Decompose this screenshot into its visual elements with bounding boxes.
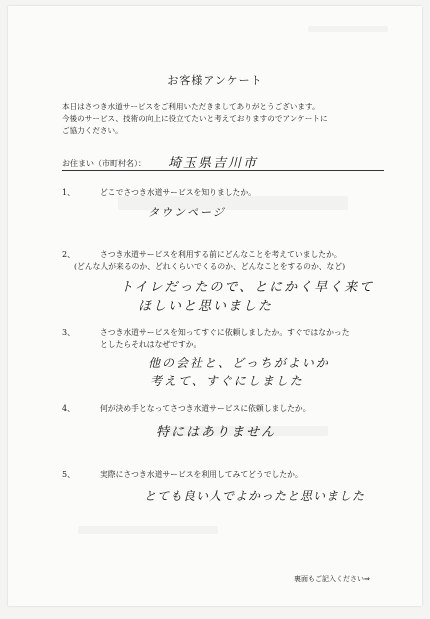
question-5-text: 実際にさつき水道サービスを利用してみてどうでしたか。	[100, 470, 303, 479]
question-1-number: 1、	[62, 188, 76, 197]
question-4-number: 4、	[62, 404, 76, 413]
question-3-text-line-1: さつき水道サービスを知ってすぐに依頼しましたか。すぐではなかった	[100, 328, 350, 337]
question-3-number: 3、	[62, 328, 76, 337]
question-1-text: どこでさつき水道サービスを知りましたか。	[100, 188, 256, 197]
question-2-number: 2、	[62, 250, 76, 259]
question-2-answer-line-2: ほしいと思いました	[138, 299, 274, 314]
question-5-answer: とても良い人でよかったと思いました	[144, 489, 366, 503]
page-title: お客様アンケート	[167, 74, 263, 87]
question-3-answer-line-1: 他の会社と、どっちがよいか	[148, 356, 330, 370]
question-3-text-line-2: としたらそれはなぜですか。	[100, 340, 202, 349]
intro-line-2: 今後のサービス、技術の向上に役立てたいと考えておりますのでアンケートに	[62, 114, 328, 123]
address-underline	[62, 170, 384, 171]
question-1-answer: タウンページ	[148, 206, 226, 219]
intro-line-1: 本日はさつき水道サービスをご利用いただきましてありがとうございます。	[62, 102, 320, 111]
question-4-answer: 特にはありません	[156, 425, 277, 440]
survey-sheet	[8, 6, 422, 606]
address-answer: 埼玉県吉川市	[168, 156, 259, 171]
question-2-text-line-1: さつき水道サービスを利用する前にどんなことを考えていましたか。	[100, 250, 342, 259]
address-label: お住まい（市町村名）：	[62, 159, 146, 168]
footer-note: 裏面もご記入ください⇒	[294, 575, 370, 583]
question-2-text-line-2: (どんな人が来るのか、どれくらいでくるのか、どんなことをするのか、など)	[74, 262, 346, 271]
question-3-answer-line-2: 考えて、すぐにしました	[150, 374, 304, 388]
question-2-answer-line-1: トイレだったので、とにかく早く来て	[120, 280, 375, 295]
intro-line-3: ご協力ください。	[62, 126, 123, 135]
question-4-text: 何が決め手となってさつき水道サービスに依頼しましたか。	[100, 404, 311, 413]
question-5-number: 5、	[62, 470, 76, 479]
